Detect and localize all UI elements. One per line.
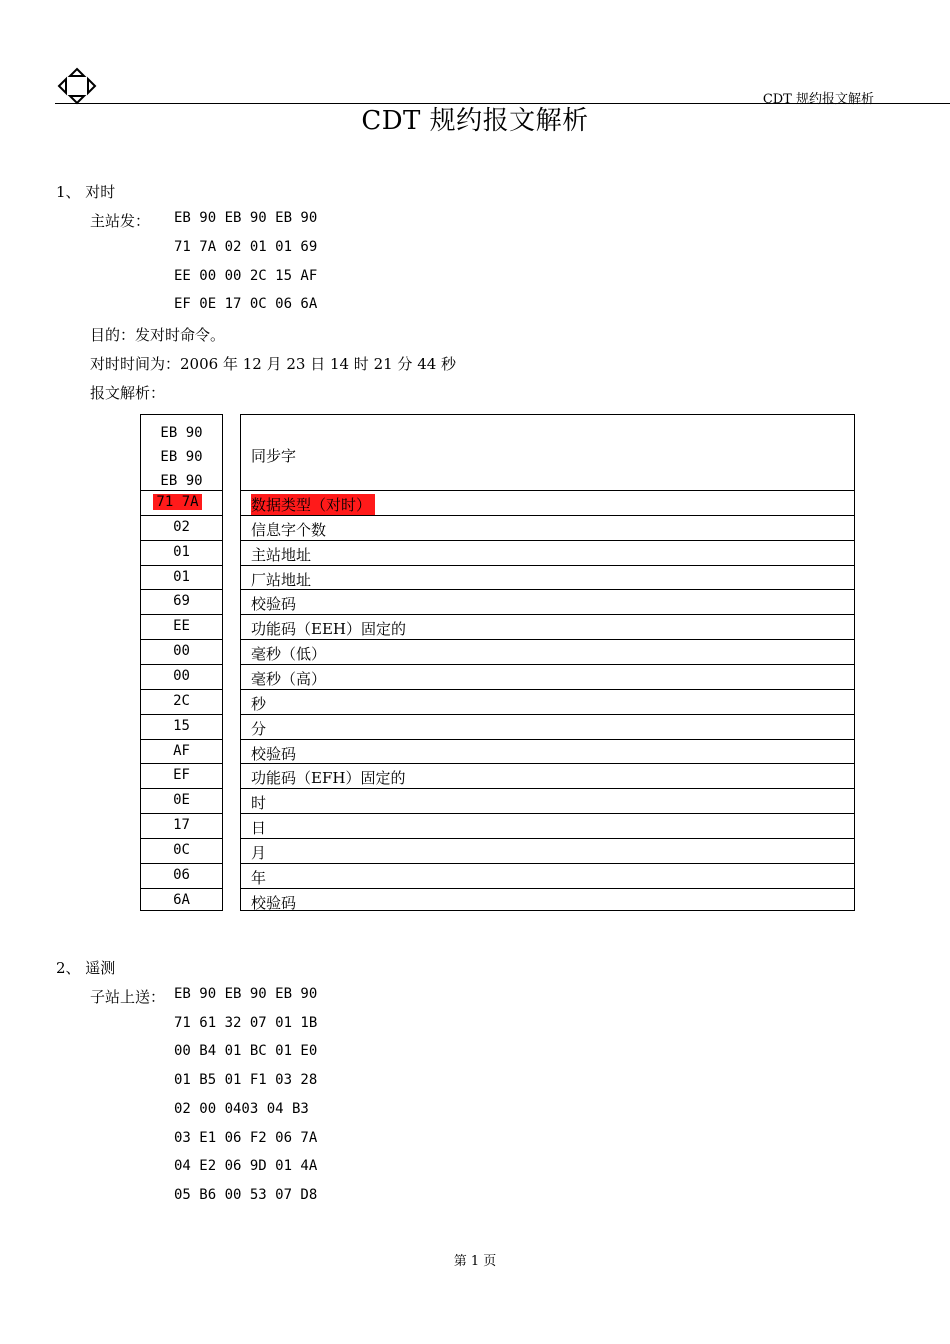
description-cell bbox=[241, 838, 854, 863]
frame-line: EE 00 00 2C 15 AF bbox=[174, 268, 318, 284]
code-text: 02 bbox=[173, 518, 190, 535]
code-cell bbox=[141, 888, 222, 913]
description-cell: 同步字 bbox=[251, 447, 297, 465]
code-column bbox=[140, 414, 223, 911]
description-cell bbox=[241, 664, 854, 689]
code-cell bbox=[141, 540, 222, 565]
description-text: 信息字个数 bbox=[251, 520, 327, 539]
code-cell bbox=[141, 714, 222, 739]
code-text: 00 bbox=[173, 667, 190, 684]
code-text: 2C bbox=[173, 692, 190, 709]
frame-line: EB 90 EB 90 EB 90 bbox=[174, 210, 318, 226]
description-cell bbox=[241, 863, 854, 888]
description-cell bbox=[241, 739, 854, 764]
description-text: 校验码 bbox=[251, 744, 297, 763]
description-text: 功能码（EFH）固定的 bbox=[251, 769, 406, 788]
code-text: 6A bbox=[173, 891, 190, 908]
code-cell bbox=[141, 589, 222, 614]
frame-line: 02 00 0403 04 B3 bbox=[174, 1101, 309, 1117]
description-text: 毫秒（低） bbox=[251, 645, 327, 664]
code-text: 69 bbox=[173, 593, 190, 610]
time-text: 对时时间为：2006 年 12 月 23 日 14 时 21 分 44 秒 bbox=[90, 355, 457, 373]
page-title: CDT 规约报文解析 bbox=[361, 106, 589, 136]
code-text: 15 bbox=[173, 717, 190, 734]
description-cell bbox=[241, 689, 854, 714]
description-text: 厂站地址 bbox=[251, 570, 312, 589]
description-text: 功能码（EEH）固定的 bbox=[251, 620, 406, 639]
page-number: 第 1 页 bbox=[453, 1254, 497, 1269]
frame-line: 05 B6 00 53 07 D8 bbox=[174, 1187, 318, 1203]
code-text: 0E bbox=[173, 792, 190, 809]
code-cell bbox=[141, 739, 222, 764]
code-cell bbox=[141, 689, 222, 714]
description-text: 时 bbox=[251, 794, 267, 813]
description-cell bbox=[241, 639, 854, 664]
description-text: 日 bbox=[251, 819, 267, 838]
description-text: 主站地址 bbox=[251, 545, 312, 564]
code-cell bbox=[141, 490, 222, 515]
description-text: 分 bbox=[251, 719, 267, 738]
code-cell bbox=[141, 639, 222, 664]
header-title: CDT 规约报文解析 bbox=[762, 92, 874, 107]
frame-line: 03 E1 06 F2 06 7A bbox=[174, 1130, 318, 1146]
description-cell bbox=[241, 714, 854, 739]
description-text: 月 bbox=[251, 843, 267, 862]
code-cell bbox=[141, 515, 222, 540]
description-text: 校验码 bbox=[251, 893, 297, 912]
code-cell bbox=[141, 788, 222, 813]
code-text: 71 7A bbox=[153, 494, 202, 510]
frame-line: 71 61 32 07 01 1B bbox=[174, 1015, 318, 1031]
sync-codes bbox=[141, 421, 222, 493]
section-heading: 1、 对时 bbox=[56, 183, 116, 201]
analysis-label: 报文解析： bbox=[90, 384, 166, 402]
code-cell bbox=[141, 565, 222, 590]
frame-line: EB 90 EB 90 EB 90 bbox=[174, 986, 318, 1002]
purpose-text: 目的：发对时命令。 bbox=[90, 326, 226, 344]
description-cell bbox=[241, 813, 854, 838]
code-cell: EB 90 bbox=[160, 473, 203, 489]
code-cell bbox=[141, 763, 222, 788]
code-text: AF bbox=[173, 742, 190, 759]
frame-line: 01 B5 01 F1 03 28 bbox=[174, 1072, 318, 1088]
description-cell bbox=[241, 540, 854, 565]
code-text: 01 bbox=[173, 568, 190, 585]
code-cell bbox=[141, 813, 222, 838]
description-cell bbox=[241, 763, 854, 788]
sender-label: 主站发： bbox=[90, 212, 151, 230]
description-cell bbox=[241, 490, 854, 515]
code-text: 06 bbox=[173, 866, 190, 883]
frame-line: 04 E2 06 9D 01 4A bbox=[174, 1158, 318, 1174]
code-text: EE bbox=[173, 618, 190, 635]
code-text: 0C bbox=[173, 841, 190, 858]
code-cell: EB 90 bbox=[160, 425, 203, 441]
code-text: 01 bbox=[173, 543, 190, 560]
description-text: 年 bbox=[251, 868, 267, 887]
description-cell bbox=[241, 888, 854, 913]
description-cell bbox=[241, 614, 854, 639]
code-cell bbox=[141, 614, 222, 639]
frame-line: 00 B4 01 BC 01 E0 bbox=[174, 1043, 318, 1059]
section-heading: 2、 遥测 bbox=[56, 959, 116, 977]
frame-line: 71 7A 02 01 01 69 bbox=[174, 239, 318, 255]
description-text: 秒 bbox=[251, 694, 267, 713]
code-cell bbox=[141, 664, 222, 689]
frame-line: EF 0E 17 0C 06 6A bbox=[174, 296, 318, 312]
description-cell bbox=[241, 565, 854, 590]
description-text: 数据类型（对时） bbox=[251, 494, 375, 515]
code-text: 00 bbox=[173, 643, 190, 660]
description-cell bbox=[241, 589, 854, 614]
description-text: 毫秒（高） bbox=[251, 669, 327, 688]
description-cell bbox=[241, 515, 854, 540]
description-cell bbox=[241, 788, 854, 813]
code-text: EF bbox=[173, 767, 190, 784]
code-cell bbox=[141, 838, 222, 863]
description-column bbox=[240, 414, 855, 911]
description-text: 校验码 bbox=[251, 595, 297, 614]
code-cell bbox=[141, 863, 222, 888]
code-text: 17 bbox=[173, 817, 190, 834]
code-cell: EB 90 bbox=[160, 449, 203, 465]
sender-label: 子站上送： bbox=[90, 988, 166, 1006]
